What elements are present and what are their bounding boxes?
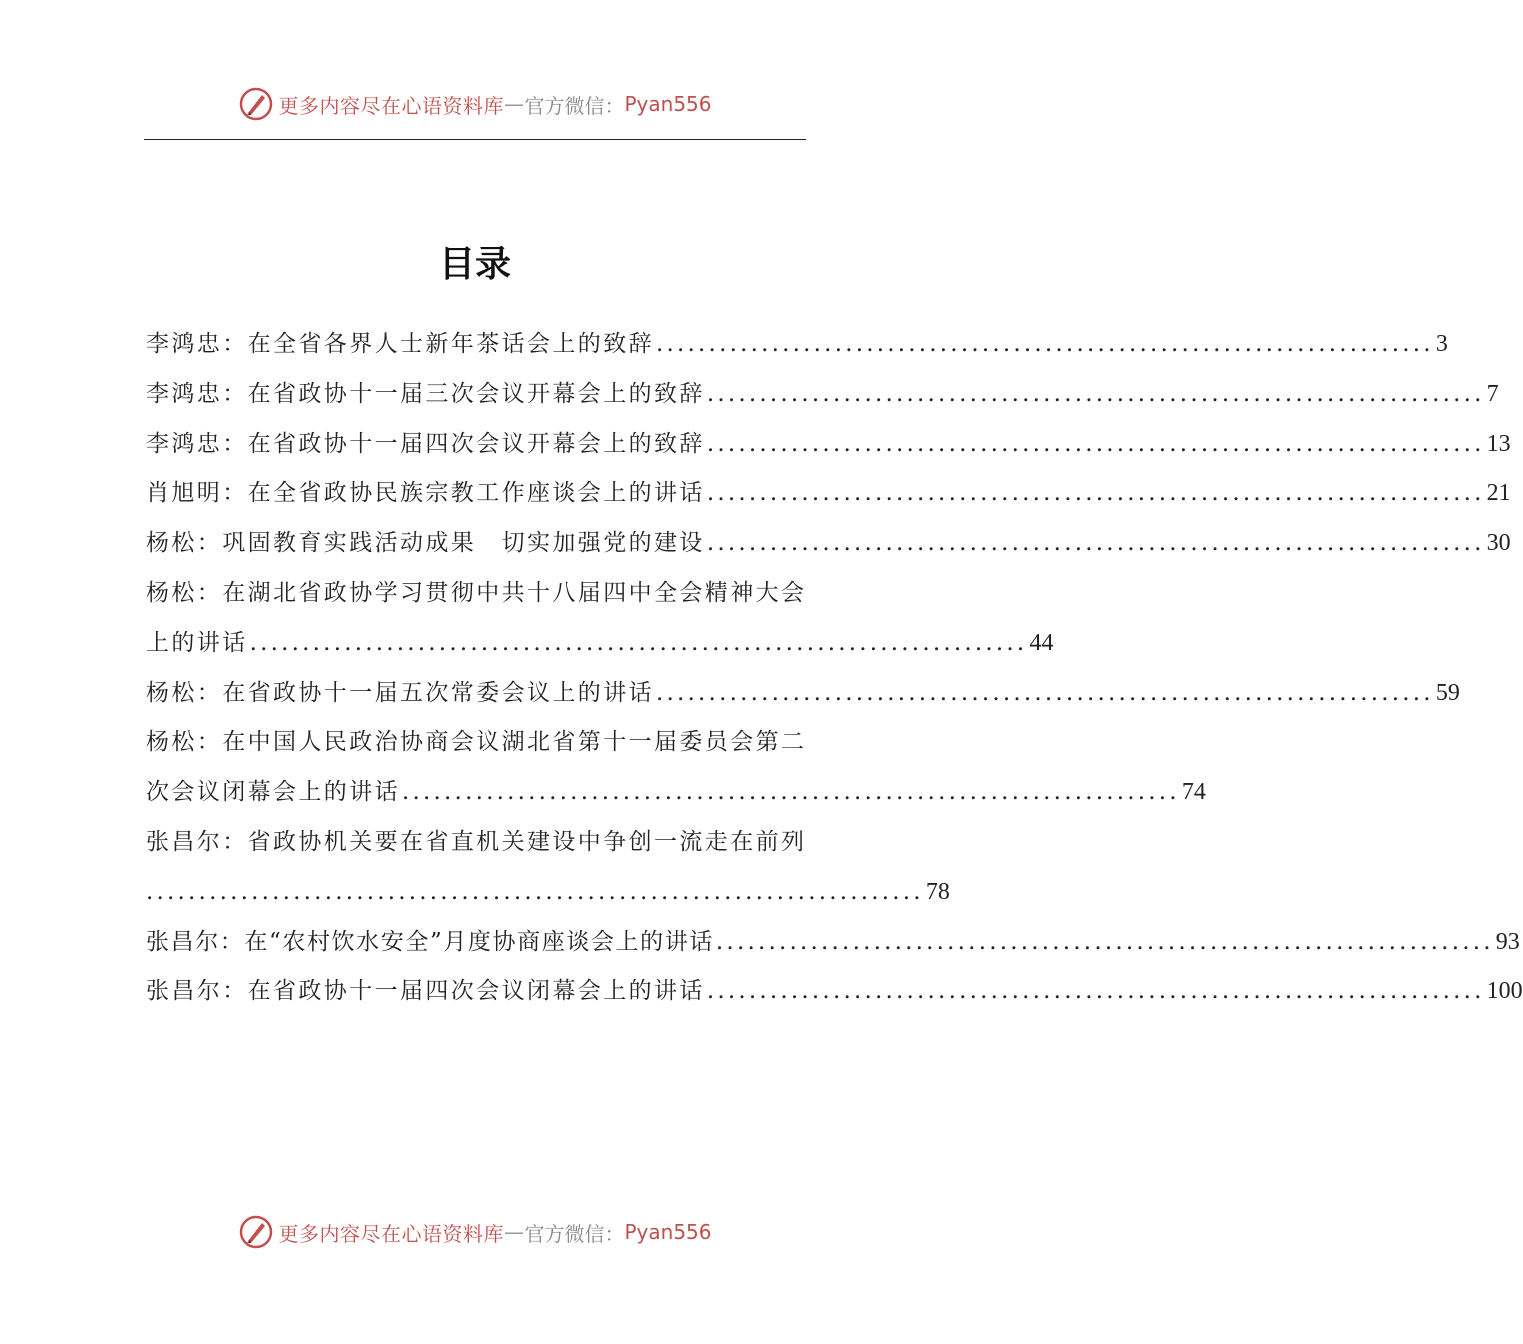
- toc-leader-dots: ..........................................................................: [706, 530, 1485, 557]
- toc-entry[interactable]: [146, 320, 1448, 370]
- toc-entry[interactable]: [146, 967, 1523, 1017]
- toc-leader-dots: ..........................................................................: [706, 978, 1485, 1005]
- toc-leader-dots: ..........................................................................: [249, 629, 1028, 656]
- header-banner-wechat-id: Pyan556: [624, 92, 712, 116]
- page-title: 目录: [438, 244, 511, 285]
- footer-banner-wechat-label: 官方微信：: [524, 1221, 625, 1246]
- header-banner: [0, 84, 950, 124]
- header-banner-wechat-label: 官方微信：: [524, 93, 625, 118]
- toc-entry[interactable]: [146, 370, 1499, 420]
- toc-entry-title: 次会议闭幕会上的讲话: [146, 779, 400, 806]
- toc-leader-dots: ..........................................................................: [146, 878, 924, 905]
- toc-leader-dots: ..........................................................................: [706, 480, 1485, 507]
- toc-entry-title-line1: 张昌尔：省政协机关要在省直机关建设中争创一流走在前列: [146, 828, 807, 855]
- toc-entry-page: 44: [1029, 629, 1054, 656]
- toc-entry-title: 上的讲话: [146, 629, 248, 656]
- toc-entry-page: 13: [1486, 430, 1511, 457]
- toc-leader-dots: ..........................................................................: [402, 779, 1180, 806]
- table-of-contents: [146, 320, 1523, 1017]
- toc-leader-dots: ..........................................................................: [656, 679, 1434, 706]
- toc-leader-dots: ..........................................................................: [715, 928, 1494, 955]
- toc-entry-line1[interactable]: [146, 718, 806, 768]
- toc-entry-line1[interactable]: [146, 818, 806, 868]
- toc-entry-title: 李鸿忠：在省政协十一届四次会议开幕会上的致辞: [146, 430, 705, 457]
- pen-logo-icon: [238, 86, 274, 122]
- toc-entry-page: 7: [1486, 380, 1499, 407]
- header-banner-dash: —: [503, 92, 525, 116]
- header-rule: [144, 139, 806, 140]
- toc-entry[interactable]: [146, 768, 1206, 818]
- toc-entry-page: 3: [1435, 331, 1448, 357]
- toc-entry[interactable]: [146, 669, 1460, 719]
- toc-entry[interactable]: [146, 868, 950, 918]
- pen-logo-icon: [238, 1214, 274, 1250]
- footer-banner: [0, 1212, 950, 1252]
- footer-banner-dash: —: [503, 1220, 525, 1244]
- toc-entry-title: 肖旭明：在全省政协民族宗教工作座谈会上的讲话: [146, 480, 705, 507]
- toc-entry-page: 74: [1181, 779, 1206, 806]
- toc-entry[interactable]: [146, 519, 1511, 569]
- toc-entry-page: 59: [1435, 679, 1460, 706]
- toc-entry[interactable]: [146, 918, 1520, 968]
- toc-entry-page: 78: [925, 878, 950, 905]
- header-banner-text: 更多内容尽在心语资料库: [278, 93, 504, 118]
- toc-entry[interactable]: [146, 619, 1054, 669]
- toc-entry[interactable]: [146, 420, 1511, 470]
- toc-entry-title-line1: 杨松：在湖北省政协学习贯彻中共十八届四中全会精神大会: [146, 579, 807, 606]
- footer-banner-wechat-id: Pyan556: [624, 1220, 712, 1244]
- toc-entry-title-line1: 杨松：在中国人民政治协商会议湖北省第十一届委员会第二: [146, 729, 807, 756]
- toc-leader-dots: ..........................................................................: [706, 380, 1485, 407]
- toc-leader-dots: ..........................................................................: [656, 331, 1434, 357]
- toc-entry-title: 李鸿忠：在全省各界人士新年茶话会上的致辞: [146, 331, 654, 357]
- toc-entry-title: 李鸿忠：在省政协十一届三次会议开幕会上的致辞: [146, 380, 705, 407]
- toc-entry[interactable]: [146, 469, 1511, 519]
- toc-leader-dots: ..........................................................................: [706, 430, 1485, 457]
- toc-entry-title: 张昌尔：在省政协十一届四次会议闭幕会上的讲话: [146, 978, 705, 1005]
- toc-entry-page: 21: [1486, 480, 1511, 507]
- footer-banner-text: 更多内容尽在心语资料库: [278, 1221, 504, 1246]
- toc-entry-line1[interactable]: [146, 569, 806, 619]
- toc-entry-page: 100: [1486, 978, 1523, 1005]
- toc-entry-page: 93: [1495, 928, 1520, 955]
- toc-entry-title: 杨松：在省政协十一届五次常委会议上的讲话: [146, 679, 654, 706]
- toc-entry-page: 30: [1486, 530, 1511, 557]
- toc-entry-title: 张昌尔：在“农村饮水安全”月度协商座谈会上的讲话: [146, 928, 714, 955]
- toc-entry-title: 杨松：巩固教育实践活动成果 切实加强党的建设: [146, 530, 705, 557]
